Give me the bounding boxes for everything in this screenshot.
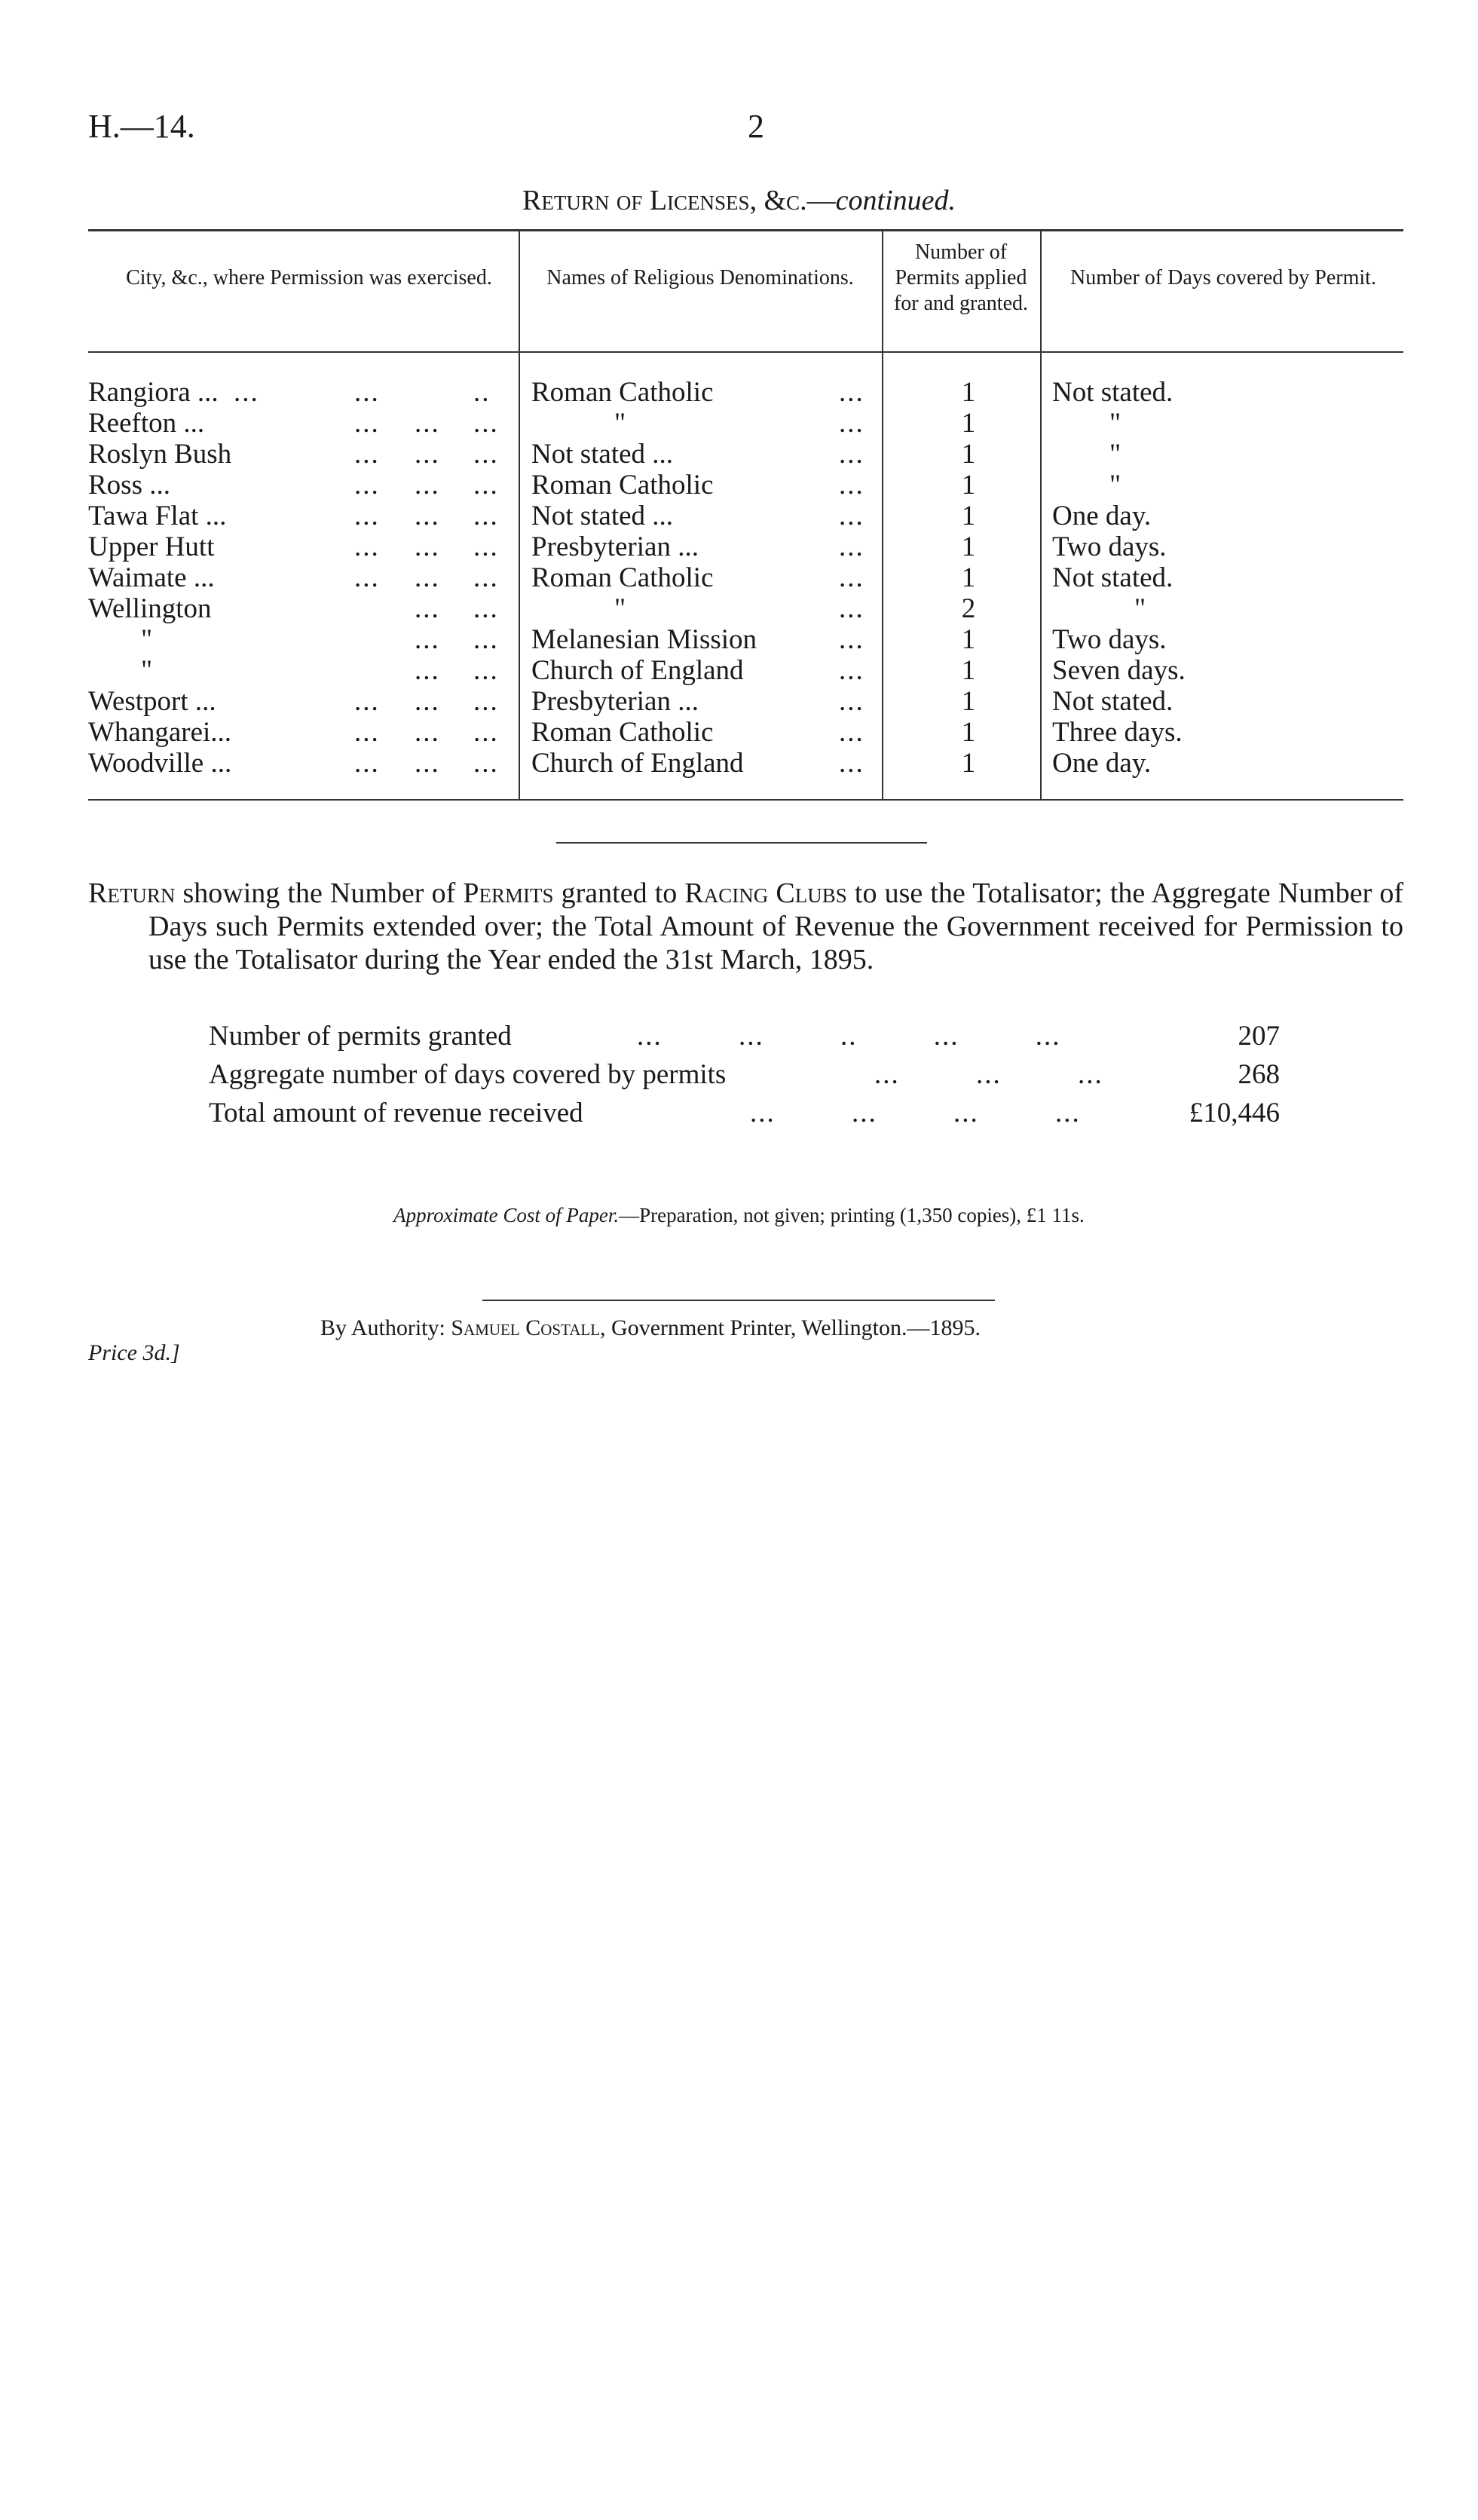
table-row	[0, 501, 1478, 531]
table-bottom-rule	[88, 799, 1403, 801]
table-header-rule	[88, 351, 1403, 353]
cost-label: Approximate Cost of Paper.	[393, 1204, 620, 1226]
table-row	[0, 408, 1478, 439]
leader-dots: ...	[415, 748, 440, 779]
cell-days: Seven days.	[1052, 655, 1186, 686]
summary-value: £10,446	[1189, 1098, 1280, 1128]
cell-city: "	[141, 624, 153, 655]
leader-dots: ...	[354, 531, 380, 562]
leader-dots: ...	[415, 439, 440, 470]
table-top-rule	[88, 229, 1403, 231]
table-row	[0, 686, 1478, 717]
summary-value: 268	[1238, 1059, 1280, 1090]
cell-denomination: "	[614, 408, 626, 439]
cell-days: Three days.	[1052, 717, 1183, 748]
cell-permits: 1	[961, 562, 976, 593]
return-text-3: to use the Totalisator; the Aggregate Number of Days such Permits extended over; the Total Amount of Revenue the Government received for Permission to use the Totalisator during the Year ended the 31st March, 1895.	[148, 877, 1404, 975]
price: Price 3d.]	[88, 1340, 180, 1365]
page-number: 2	[748, 108, 764, 145]
cell-denomination: Presbyterian ...	[531, 531, 699, 562]
authority-prefix: By Authority:	[320, 1315, 451, 1340]
table-row	[0, 624, 1478, 655]
leader-dots: ...	[839, 377, 864, 408]
leader-dots: ..	[473, 377, 491, 408]
leader-dots: ...	[839, 531, 864, 562]
leader-dots: ...	[354, 470, 380, 501]
cell-permits: 1	[961, 439, 976, 470]
leader-dots: ...	[415, 562, 440, 593]
cell-denomination: "	[614, 593, 626, 624]
cell-denomination: Roman Catholic	[531, 377, 714, 408]
cell-days: Not stated.	[1052, 562, 1174, 593]
cell-city: Upper Hutt	[88, 531, 215, 562]
authority-rule	[482, 1300, 995, 1301]
table-row	[0, 593, 1478, 624]
leader-dots: ...	[415, 470, 440, 501]
table-title-suffix: continued.	[835, 185, 956, 216]
cell-permits: 1	[961, 655, 976, 686]
leader-dots: ...	[415, 655, 440, 686]
cell-city: "	[141, 655, 153, 686]
cell-city: Woodville ...	[88, 748, 232, 779]
leader-dots: ...	[415, 686, 440, 717]
cell-permits: 1	[961, 717, 976, 748]
col-header-denomination: Names of Religious Denominations.	[546, 266, 854, 289]
leader-dots: ...	[839, 593, 864, 624]
cell-days: "	[1109, 439, 1122, 470]
leader-dots: ...	[473, 624, 499, 655]
leader-dots: ...	[473, 562, 499, 593]
leader-dots: ...	[839, 624, 864, 655]
leader-dots: ...	[415, 593, 440, 624]
leader-dots: ...	[839, 686, 864, 717]
leader-dots: ...	[839, 562, 864, 593]
leader-dots: ...	[839, 501, 864, 531]
table-row	[0, 531, 1478, 562]
leader-dots: ...	[354, 439, 380, 470]
leader-dots: ...	[473, 408, 499, 439]
cell-days: Not stated.	[1052, 377, 1174, 408]
leader-dots: ...	[473, 501, 499, 531]
leader-dots: ...	[473, 439, 499, 470]
leader-dots: ...	[839, 748, 864, 779]
table-title-prefix: Return of Licenses, &c.—	[522, 185, 836, 216]
cell-denomination: Roman Catholic	[531, 470, 714, 501]
leader-dots: ... ... ...	[874, 1059, 1103, 1090]
leader-dots: ...	[473, 470, 499, 501]
cell-days: "	[1109, 470, 1122, 501]
col-header-city: City, &c., where Permission was exercised.	[126, 266, 492, 289]
leader-dots: ...	[415, 531, 440, 562]
printer-name: Samuel Costall	[451, 1315, 601, 1340]
cell-permits: 1	[961, 686, 976, 717]
table-row	[0, 377, 1478, 408]
summary-label: Number of permits granted	[209, 1021, 512, 1052]
cell-permits: 1	[961, 377, 976, 408]
summary-row-days	[0, 1056, 1478, 1094]
cell-permits: 1	[961, 408, 976, 439]
cell-days: Two days.	[1052, 531, 1167, 562]
leader-dots: ...	[473, 717, 499, 748]
leader-dots: ...	[354, 748, 380, 779]
summary-label: Aggregate number of days covered by permits	[209, 1059, 727, 1090]
cell-denomination: Melanesian Mission	[531, 624, 757, 655]
leader-dots: ...	[839, 655, 864, 686]
summary-row-permits	[0, 1018, 1478, 1055]
cell-days: One day.	[1052, 748, 1152, 779]
cost-text: —Preparation, not given; printing (1,350 copies), £1 11s.	[619, 1204, 1085, 1226]
cell-permits: 1	[961, 531, 976, 562]
cell-days: Two days.	[1052, 624, 1167, 655]
leader-dots: ...	[354, 408, 380, 439]
table-row	[0, 470, 1478, 501]
cell-city: Ross ...	[88, 470, 170, 501]
cell-denomination: Presbyterian ...	[531, 686, 699, 717]
cell-denomination: Roman Catholic	[531, 717, 714, 748]
permits-word: Permits	[463, 877, 554, 909]
leader-dots: ...	[354, 377, 380, 408]
leader-dots: ...	[415, 624, 440, 655]
cell-permits: 2	[961, 593, 976, 624]
summary-row-revenue	[0, 1095, 1478, 1132]
leader-dots: ...	[415, 717, 440, 748]
cell-denomination: Church of England	[531, 655, 744, 686]
cell-denomination: Not stated ...	[531, 501, 674, 531]
leader-dots: ...	[839, 439, 864, 470]
leader-dots: ...	[839, 717, 864, 748]
cell-city: Tawa Flat ...	[88, 501, 227, 531]
cell-city: Whangarei...	[88, 717, 232, 748]
table-row	[0, 748, 1478, 779]
leader-dots: ...	[415, 408, 440, 439]
cell-permits: 1	[961, 501, 976, 531]
leader-dots: ... ... .. ... ...	[637, 1021, 1061, 1052]
cell-permits: 1	[961, 748, 976, 779]
leader-dots: ... ... ... ...	[750, 1098, 1081, 1128]
cell-denomination: Not stated ...	[531, 439, 674, 470]
table-row	[0, 439, 1478, 470]
table-row	[0, 655, 1478, 686]
cell-city: Westport ...	[88, 686, 216, 717]
leader-dots: ...	[354, 717, 380, 748]
cell-city: Wellington	[88, 593, 212, 624]
cell-permits: 1	[961, 470, 976, 501]
authority-line	[320, 1315, 981, 1341]
section-divider	[556, 842, 927, 844]
cell-permits: 1	[961, 624, 976, 655]
return-paragraph	[88, 877, 1403, 976]
col-header-days: Number of Days covered by Permit.	[1070, 266, 1376, 289]
leader-dots: ...	[473, 686, 499, 717]
cell-denomination: Church of England	[531, 748, 744, 779]
summary-value: 207	[1238, 1021, 1280, 1052]
table-title	[0, 184, 1478, 217]
leader-dots: ...	[839, 470, 864, 501]
return-text-1: showing the Number of	[175, 877, 464, 909]
cell-city: Reefton ...	[88, 408, 205, 439]
cell-days: "	[1134, 593, 1146, 624]
leader-dots: ...	[473, 748, 499, 779]
leader-dots: ...	[354, 686, 380, 717]
authority-suffix: , Government Printer, Wellington.—1895.	[600, 1315, 981, 1340]
cell-city: Roslyn Bush	[88, 439, 232, 470]
summary-label: Total amount of revenue received	[209, 1098, 583, 1128]
leader-dots: ...	[839, 408, 864, 439]
leader-dots: ...	[473, 655, 499, 686]
cell-days: Not stated.	[1052, 686, 1174, 717]
col-header-permits: Number of Permits applied for and granted.	[893, 240, 1029, 315]
return-word: Return	[88, 877, 176, 909]
leader-dots: ...	[473, 593, 499, 624]
cell-days: One day.	[1052, 501, 1152, 531]
cell-denomination: Roman Catholic	[531, 562, 714, 593]
leader-dots: ...	[473, 531, 499, 562]
document-reference: H.—14.	[88, 108, 195, 145]
cost-note	[0, 1204, 1478, 1227]
leader-dots: ...	[415, 501, 440, 531]
leader-dots: ...	[354, 501, 380, 531]
cell-city: Waimate ...	[88, 562, 215, 593]
table-row	[0, 717, 1478, 748]
return-text-2: granted to	[553, 877, 685, 909]
racing-clubs-word: Racing Clubs	[684, 877, 847, 909]
cell-days: "	[1109, 408, 1122, 439]
leader-dots: ...	[234, 377, 259, 408]
table-row	[0, 562, 1478, 593]
leader-dots: ...	[354, 562, 380, 593]
cell-city: Rangiora ...	[88, 377, 219, 408]
